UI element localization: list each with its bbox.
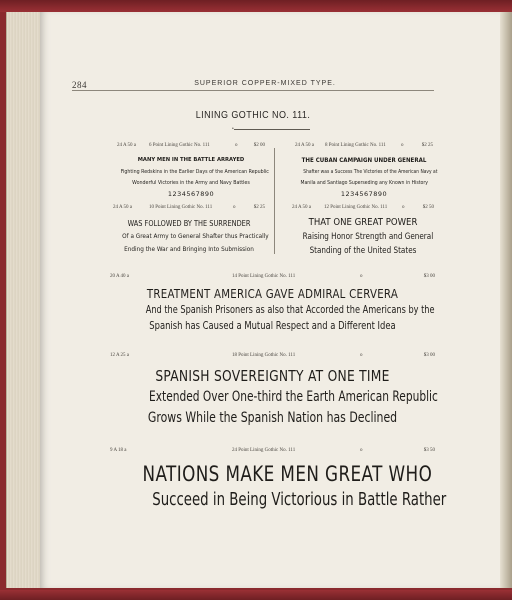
specimen-name: 6 Point Lining Gothic No. 111 bbox=[149, 143, 210, 148]
specimen-price: $3 00 bbox=[423, 353, 435, 358]
specimen-mark: o bbox=[360, 274, 363, 279]
specimen-meta bbox=[117, 143, 265, 153]
specimen-mark: o bbox=[360, 353, 363, 358]
specimen-meta bbox=[113, 205, 265, 215]
specimen-quantity: 24 A 50 a bbox=[292, 205, 312, 210]
specimen-meta bbox=[110, 448, 435, 458]
specimen-name: 14 Point Lining Gothic No. 111 bbox=[232, 274, 296, 279]
specimen-name: 24 Point Lining Gothic No. 111 bbox=[232, 448, 296, 453]
specimen-line: 1234567890 bbox=[167, 190, 215, 198]
specimen-mark: o bbox=[402, 205, 405, 210]
book-cover-top bbox=[0, 0, 512, 12]
specimen-12-point bbox=[292, 205, 434, 258]
specimen-line: Spanish has Caused a Mutual Respect and a Different Idea bbox=[149, 320, 396, 332]
specimen-line: MANY MEN IN THE BATTLE ARRAYED bbox=[137, 157, 245, 163]
specimen-8-point bbox=[295, 143, 438, 200]
specimen-24-point bbox=[110, 448, 447, 513]
specimen-line: TREATMENT AMERICA GAVE ADMIRAL CERVERA bbox=[146, 287, 399, 301]
page-header bbox=[72, 80, 434, 91]
specimen-line: Standing of the United States bbox=[309, 246, 417, 256]
specimen-mark: o bbox=[233, 205, 236, 210]
page-gutter bbox=[500, 12, 512, 588]
specimen-line: Extended Over One-third the Earth American Republic bbox=[149, 389, 438, 405]
specimen-line: Raising Honor Strength and General bbox=[302, 232, 434, 242]
specimen-line: THE CUBAN CAMPAIGN UNDER GENERAL bbox=[301, 157, 427, 164]
specimen-line: NATIONS MAKE MEN GREAT WHO bbox=[142, 462, 433, 486]
specimen-quantity: 12 A 25 a bbox=[110, 353, 130, 358]
specimen-line: Fighting Redskins in the Earlier Days of the American Republic bbox=[120, 169, 269, 175]
specimen-line: Shafter was a Success The Victories of the American Navy at bbox=[303, 169, 438, 175]
specimen-price: $3 50 bbox=[423, 448, 435, 453]
running-head: SUPERIOR COPPER-MIXED TYPE. bbox=[194, 80, 336, 87]
specimen-14-point bbox=[110, 274, 435, 334]
specimen-quantity: 20 A 40 a bbox=[110, 274, 130, 279]
specimen-mark: o bbox=[360, 448, 363, 453]
page-number: 284 bbox=[72, 80, 87, 90]
title-rule bbox=[234, 129, 310, 130]
specimen-line: Grows While the Spanish Nation has Declined bbox=[147, 410, 398, 426]
specimen-name: 8 Point Lining Gothic No. 111 bbox=[325, 143, 386, 148]
title-ornament: • bbox=[232, 126, 234, 132]
specimen-10-point bbox=[113, 205, 269, 256]
specimen-line: WAS FOLLOWED BY THE SURRENDER bbox=[127, 219, 251, 228]
specimen-meta bbox=[292, 205, 434, 215]
specimen-line: SPANISH SOVEREIGNTY AT ONE TIME bbox=[155, 367, 390, 385]
specimen-meta bbox=[295, 143, 433, 153]
specimen-mark: o bbox=[401, 143, 404, 148]
specimen-18-point bbox=[110, 353, 438, 429]
specimen-quantity: 24 A 50 a bbox=[113, 205, 133, 210]
specimen-price: $2 00 bbox=[253, 143, 265, 148]
specimen-price: $2 25 bbox=[253, 205, 265, 210]
specimen-quantity: 24 A 50 a bbox=[295, 143, 315, 148]
specimen-line: And the Spanish Prisoners as also that Accorded the Americans by the bbox=[145, 304, 435, 316]
specimen-line: THAT ONE GREAT POWER bbox=[308, 217, 418, 228]
specimen-line: Ending the War and Bringing Into Submission bbox=[124, 245, 254, 253]
specimen-price: $2 25 bbox=[421, 143, 433, 148]
specimen-quantity: 24 A 50 a bbox=[117, 143, 137, 148]
page-edges bbox=[6, 12, 41, 588]
specimen-name: 10 Point Lining Gothic No. 111 bbox=[149, 205, 213, 210]
specimen-line: Manila and Santiago Superseding any Known in History bbox=[300, 180, 428, 186]
specimen-line: Of a Great Army to General Shafter thus Practically bbox=[122, 232, 269, 240]
book-cover-bottom bbox=[0, 590, 512, 600]
specimen-quantity: 9 A 18 a bbox=[110, 448, 127, 453]
specimen-name: 12 Point Lining Gothic No. 111 bbox=[324, 205, 388, 210]
specimen-price: $3 00 bbox=[423, 274, 435, 279]
specimen-line: Succeed in Being Victorious in Battle Rather bbox=[152, 489, 447, 510]
column-divider bbox=[274, 148, 275, 254]
specimen-name: 18 Point Lining Gothic No. 111 bbox=[232, 353, 296, 358]
specimen-line: Wonderful Victories in the Army and Navy Battles bbox=[132, 180, 250, 186]
specimen-meta bbox=[110, 274, 435, 284]
specimen-meta bbox=[110, 353, 435, 363]
specimen-6-point bbox=[117, 143, 269, 200]
specimen-price: $2 50 bbox=[422, 205, 434, 210]
specimen-mark: o bbox=[235, 143, 238, 148]
page-title: LINING GOTHIC NO. 111. bbox=[195, 110, 311, 121]
specimen-line: 1234567890 bbox=[340, 190, 388, 198]
